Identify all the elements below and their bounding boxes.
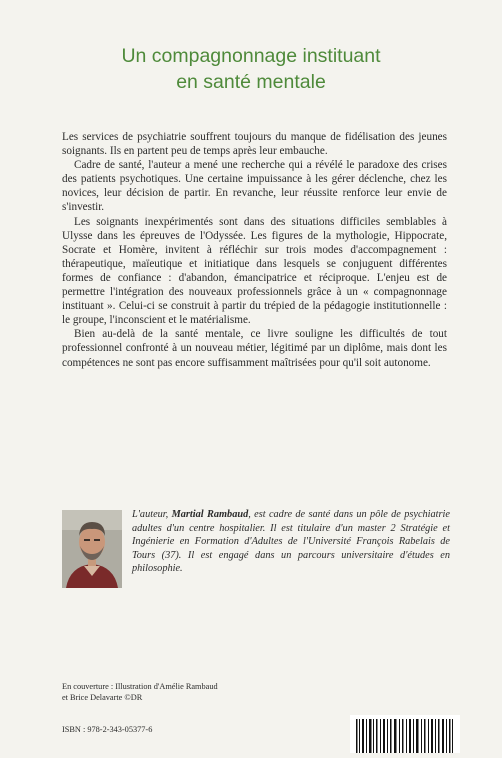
barcode-image <box>350 715 460 753</box>
summary-paragraph: Cadre de santé, l'auteur a mené une recherche qui a révélé le paradoxe des crises des patients psychotiques. Une certaine impuissance à les gérer déclenche, chez les novices, leur décision de partir. En revanche, leur réussite renforce leur envie de s'investir. <box>62 159 447 214</box>
credits-line-2: et Brice Delavarte ©DR <box>62 693 143 702</box>
credits-line-1: En couverture : Illustration d'Amélie Rambaud <box>62 682 218 691</box>
bio-intro: L'auteur, <box>132 509 172 520</box>
author-bio <box>132 508 450 576</box>
summary-paragraph: Bien au-delà de la santé mentale, ce livre souligne les difficultés de tout professionnel confronté à un nouveau métier, légitimé par un diplôme, mais dont les compétences ne sont pas encore suffisamment maîtrisées pour qu'il soit autonome. <box>62 328 447 369</box>
summary-paragraph: Les services de psychiatrie souffrent toujours du manque de fidélisation des jeunes soignants. Ils en partent peu de temps après leur embauche. <box>62 131 447 158</box>
summary-paragraph: Les soignants inexpérimentés sont dans des situations difficiles semblables à Ulysse dans les épreuves de l'Odyssée. Les figures de la mythologie, Hippocrate, Socrate et Homère, invitent à réfléchir sur trois modes d'accompagnement : thérapeutique, maïeutique et initiatique dans lesquels se conjuguent différentes formes de confiance : d'abandon, émancipatrice et réciproque. L'enjeu est de permettre l'intégration des nouveaux professionnels grâce à un « compagnonnage instituant ». Celui-ci se construit à partir du trépied de la pédagogie institutionnelle : le groupe, l'inconscient et le matérialisme. <box>62 215 447 327</box>
title-line-1: Un compagnonnage instituant <box>121 45 381 68</box>
author-name: Martial Rambaud <box>171 509 249 520</box>
back-cover-summary <box>62 130 447 370</box>
bio-text: , est cadre de santé dans un pôle de psychiatrie adultes d'un centre hospitalier. Il est titulaire d'un master 2 Stratégie et Ingénierie en Formation d'Adultes de l'Université François Rabelais de Tours (37). Il est engagé dans un parcours universitaire d'études en philosophie. <box>132 509 450 575</box>
author-portrait-image <box>62 510 122 588</box>
barcode <box>350 715 460 753</box>
isbn-text: ISBN : 978-2-343-05377-6 <box>62 725 153 734</box>
book-title <box>0 43 502 95</box>
cover-credits <box>62 681 282 703</box>
title-line-2: en santé mentale <box>176 71 326 94</box>
author-photo <box>62 510 122 588</box>
